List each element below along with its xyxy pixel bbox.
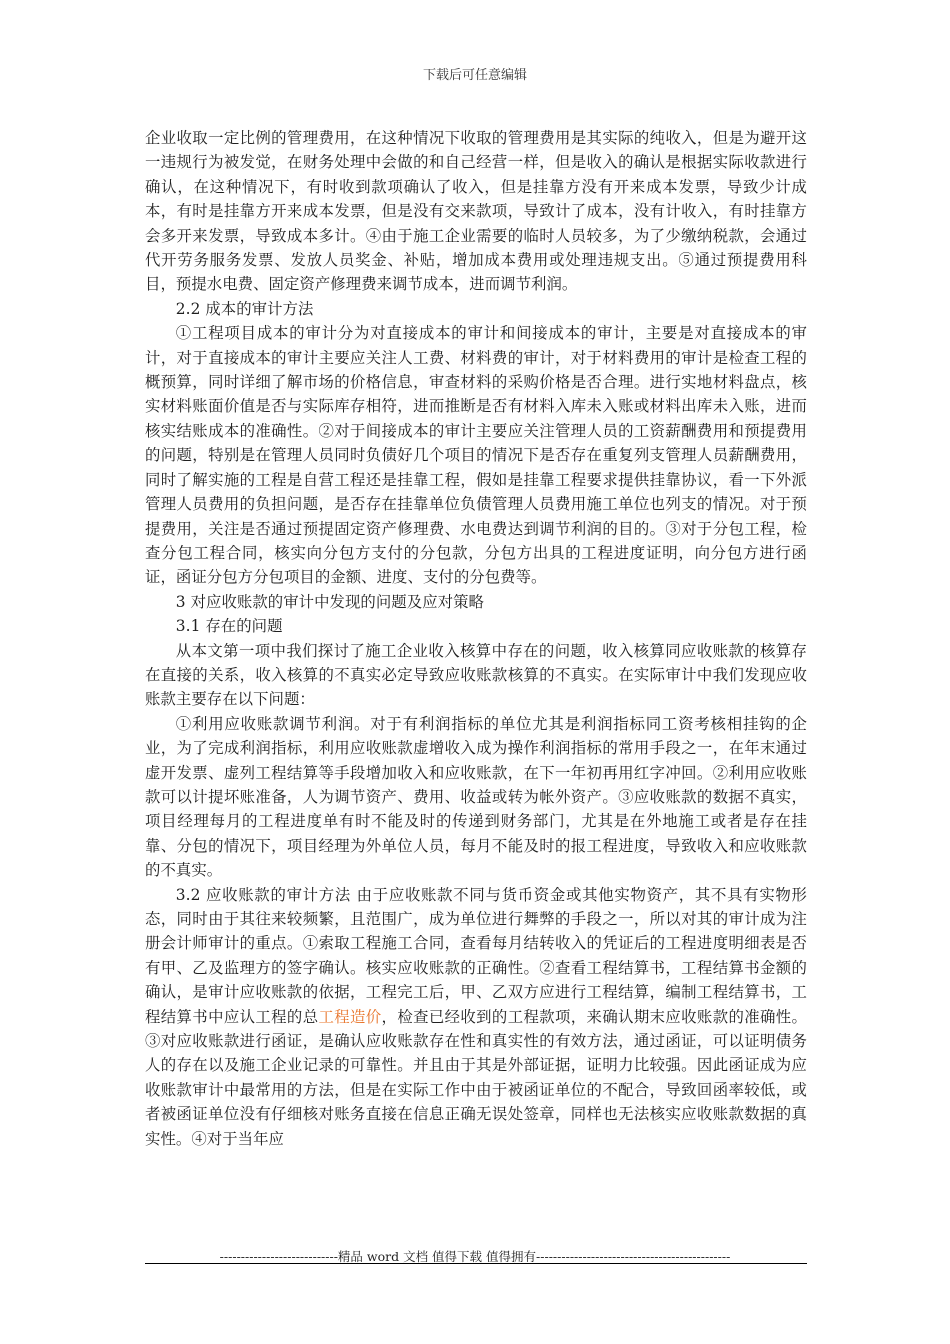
paragraph-audit-method-part2: ，检查已经收到的工程款项，来确认期末应收账款的准确性。③对应收账款进行函证，是确认应收账款存在性和真实性的有效方法，通过函证，可以证明债务人的存在以及施工企业记录的可靠性。并且由于其是外部证据，证明力比较强。因此函证成为应收账款审计中最常用的方法，但是在实际工作中由于被函证单位的不配合，导致回函率较低，或者被函证单位没有仔细核对账务直接在信息正确无误处签章，同样也无法核实应收账款数据的真实性。④对于当年应	[145, 1007, 807, 1148]
section-heading-3-1: 3.1 存在的问题	[175, 617, 283, 636]
footer-divider	[145, 1263, 807, 1264]
section-heading-2-2: 2.2 成本的审计方法	[175, 299, 314, 318]
paragraph-audit-method-part1: 3.2 应收账款的审计方法 由于应收账款不同与货币资金或其他实物资产，其不具有实物形态，同时由于其往来较频繁，且范围广，成为单位进行舞弊的手段之一，所以对其的审计成为注册会计师审计的重点。①索取工程施工合同，查看每月结转收入的凭证后的工程进度明细表是否有甲、乙及监理方的签字确认。核实应收账款的正确性。②查看工程结算书，工程结算书金额的确认，是审计应收账款的依据，工程完工后，甲、乙双方应进行工程结算，编制工程结算书，工程结算书中应认工程的总	[145, 885, 807, 1026]
engineering-cost-link[interactable]: 工程造价	[318, 1007, 382, 1026]
paragraph-continuation: 企业收取一定比例的管理费用，在这种情况下收取的管理费用是其实际的纯收入，但是为避开这一违规行为被发觉，在财务处理中会做的和自己经营一样，但是收入的确认是根据实际收款进行确认，在这种情况下，有时收到款项确认了收入，但是挂靠方没有开来成本发票，导致少计成本，有时是挂靠方开来成本发票，但是没有交来款项，导致计了成本，没有计收入，有时挂靠方会多开来发票，导致成本多计。④由于施工企业需要的临时人员较多，为了少缴纳税款，会通过代开劳务服务发票、发放人员奖金、补贴，增加成本费用或处理违规支出。⑤通过预提费用科目，预提水电费、固定资产修理费来调节成本，进而调节利润。	[145, 129, 807, 294]
document-body	[145, 126, 807, 1151]
page-footer: ----------------------------精品 word 文档 值得下载 值得拥有----------------------------------------------	[219, 1249, 731, 1264]
section-heading-3: 3 对应收账款的审计中发现的问题及应对策略	[175, 592, 484, 611]
paragraph-audit-method	[145, 883, 807, 1151]
paragraph-intro-problems: 从本文第一项中我们探讨了施工企业收入核算中存在的问题，收入核算同应收账款的核算存在直接的关系，收入核算的不真实必定导致应收账款核算的不真实。在实际审计中我们发现应收账款主要存在以下问题：	[145, 641, 807, 709]
paragraph-cost-audit: ①工程项目成本的审计分为对直接成本的审计和间接成本的审计，主要是对直接成本的审计，对于直接成本的审计主要应关注人工费、材料费的审计，对于材料费用的审计是检查工程的概预算，同时详细了解市场的价格信息，审查材料的采购价格是否合理。进行实地材料盘点，核实材料账面价值是否与实际库存相符，进而推断是否有材料入库未入账或材料出库未入账，进而核实结账成本的准确性。②对于间接成本的审计主要应关注管理人员的工资薪酬费用和预提费用的问题，特别是在管理人员同时负债好几个项目的情况下是否存在重复列支管理人员薪酬费用，同时了解实施的工程是自营工程还是挂靠工程，假如是挂靠工程要求提供挂靠协议，看一下外派管理人员费用的负担问题，是否存在挂靠单位负债管理人员费用施工单位也列支的情况。对于预提费用，关注是否通过预提固定资产修理费、水电费达到调节利润的目的。③对于分包工程，检查分包工程合同，核实向分包方支付的分包款，分包方出具的工程进度证明，向分包方进行函证，函证分包方分包项目的金额、进度、支付的分包费等。	[145, 324, 807, 587]
page-header: 下载后可任意编辑	[422, 68, 527, 83]
paragraph-problem-list: ①利用应收账款调节利润。对于有利润指标的单位尤其是利润指标同工资考核相挂钩的企业，为了完成利润指标，利用应收账款虚增收入成为操作利润指标的常用手段之一，在年末通过虚开发票、虚列工程结算等手段增加收入和应收账款，在下一年初再用红字冲回。②利用应收账款可以计提坏账准备，人为调节资产、费用、收益或转为帐外资产。③应收账款的数据不真实，项目经理每月的工程进度单有时不能及时的传递到财务部门，尤其是在外地施工或者是存在挂靠、分包的情况下，项目经理为外单位人员，每月不能及时的报工程进度，导致收入和应收账款的不真实。	[145, 714, 807, 880]
